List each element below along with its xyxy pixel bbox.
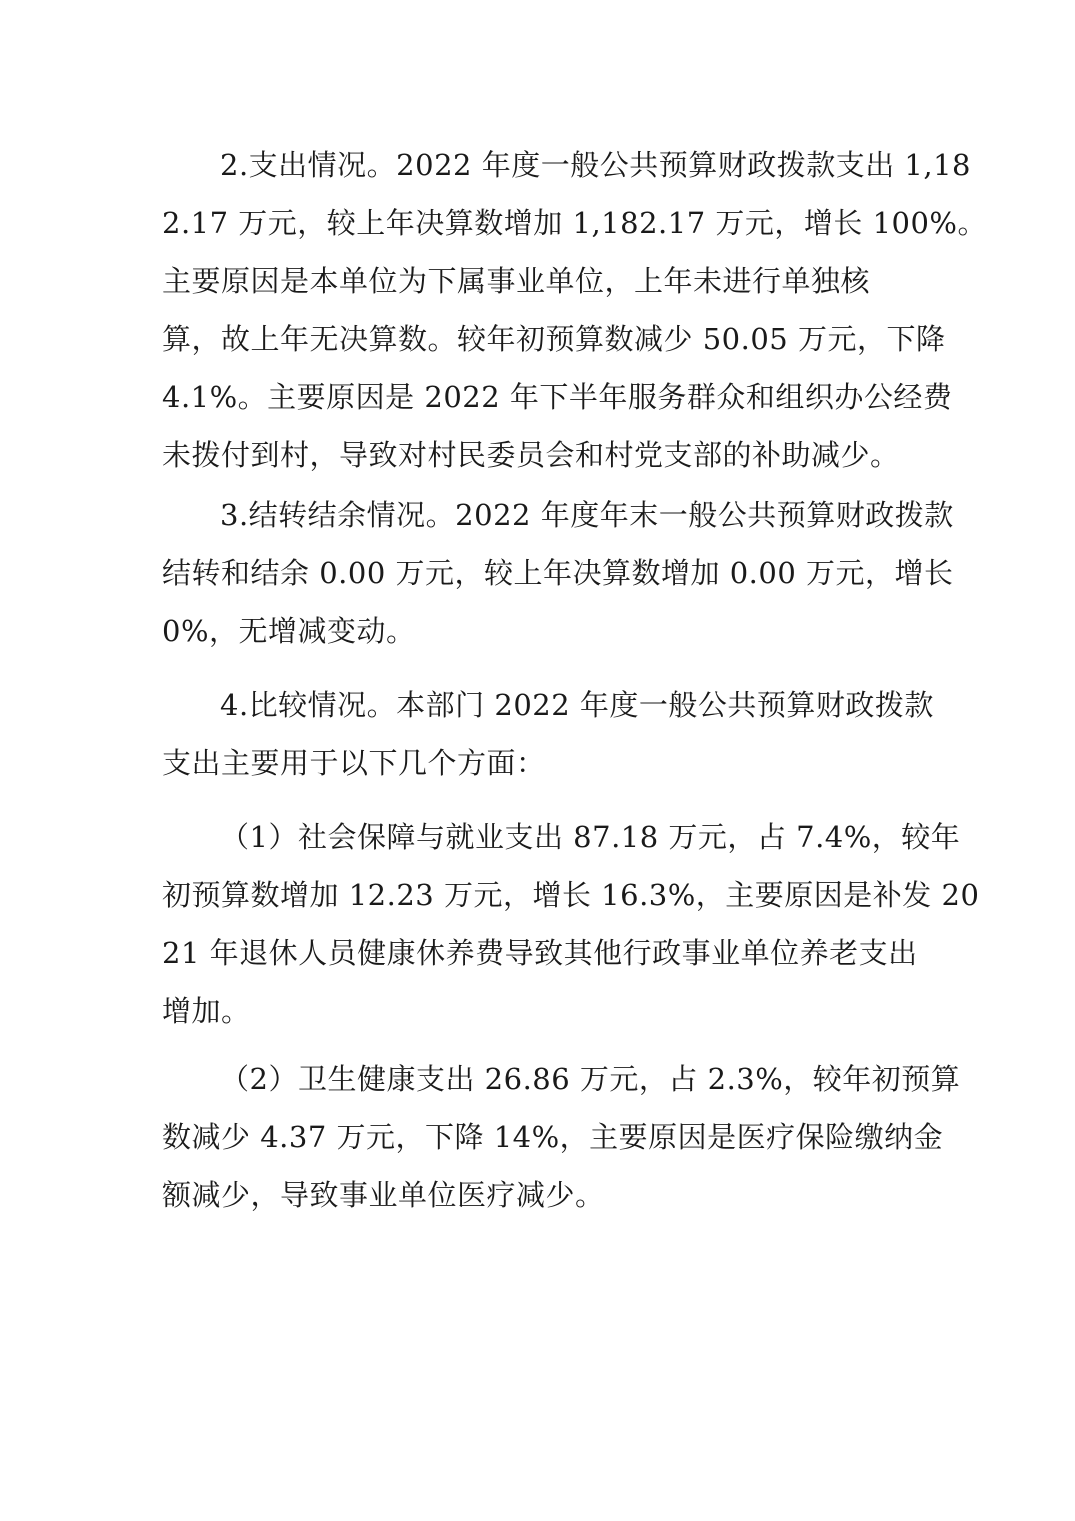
paragraph-expenditure <box>162 136 987 484</box>
text-line: 0%，无增减变动。 <box>162 614 416 648</box>
text-line: 4.1%。主要原因是 2022 年下半年服务群众和组织办公经费 <box>162 380 953 414</box>
text-line: （1）社会保障与就业支出 87.18 万元，占 7.4%，较年 <box>220 820 961 854</box>
text-line: 主要原因是本单位为下属事业单位，上年未进行单独核 <box>162 264 871 298</box>
paragraph-comparison <box>162 676 934 792</box>
text-line: 2.17 万元，较上年决算数增加 1,182.17 万元，增长 100%。 <box>162 206 987 240</box>
text-line: 额减少，导致事业单位医疗减少。 <box>162 1178 605 1212</box>
text-line: 初预算数增加 12.23 万元，增长 16.3%，主要原因是补发 20 <box>162 878 980 912</box>
text-line: 支出主要用于以下几个方面： <box>162 746 546 780</box>
paragraph-carryover <box>162 486 954 660</box>
text-line: 3.结转结余情况。2022 年度年末一般公共预算财政拨款 <box>220 498 954 532</box>
paragraph-health <box>162 1050 961 1224</box>
text-line: 未拨付到村，导致对村民委员会和村党支部的补助减少。 <box>162 438 900 472</box>
paragraph-social-security <box>162 808 980 1040</box>
text-line: 算，故上年无决算数。较年初预算数减少 50.05 万元，下降 <box>162 322 946 356</box>
text-line: 21 年退休人员健康休养费导致其他行政事业单位养老支出 <box>162 936 918 970</box>
text-line: （2）卫生健康支出 26.86 万元，占 2.3%，较年初预算 <box>220 1062 961 1096</box>
text-line: 4.比较情况。本部门 2022 年度一般公共预算财政拨款 <box>220 688 934 722</box>
text-line: 结转和结余 0.00 万元，较上年决算数增加 0.00 万元，增长 <box>162 556 954 590</box>
text-line: 2.支出情况。2022 年度一般公共预算财政拨款支出 1,18 <box>220 148 971 182</box>
text-line: 增加。 <box>162 994 251 1028</box>
text-line: 数减少 4.37 万元，下降 14%，主要原因是医疗保险缴纳金 <box>162 1120 944 1154</box>
